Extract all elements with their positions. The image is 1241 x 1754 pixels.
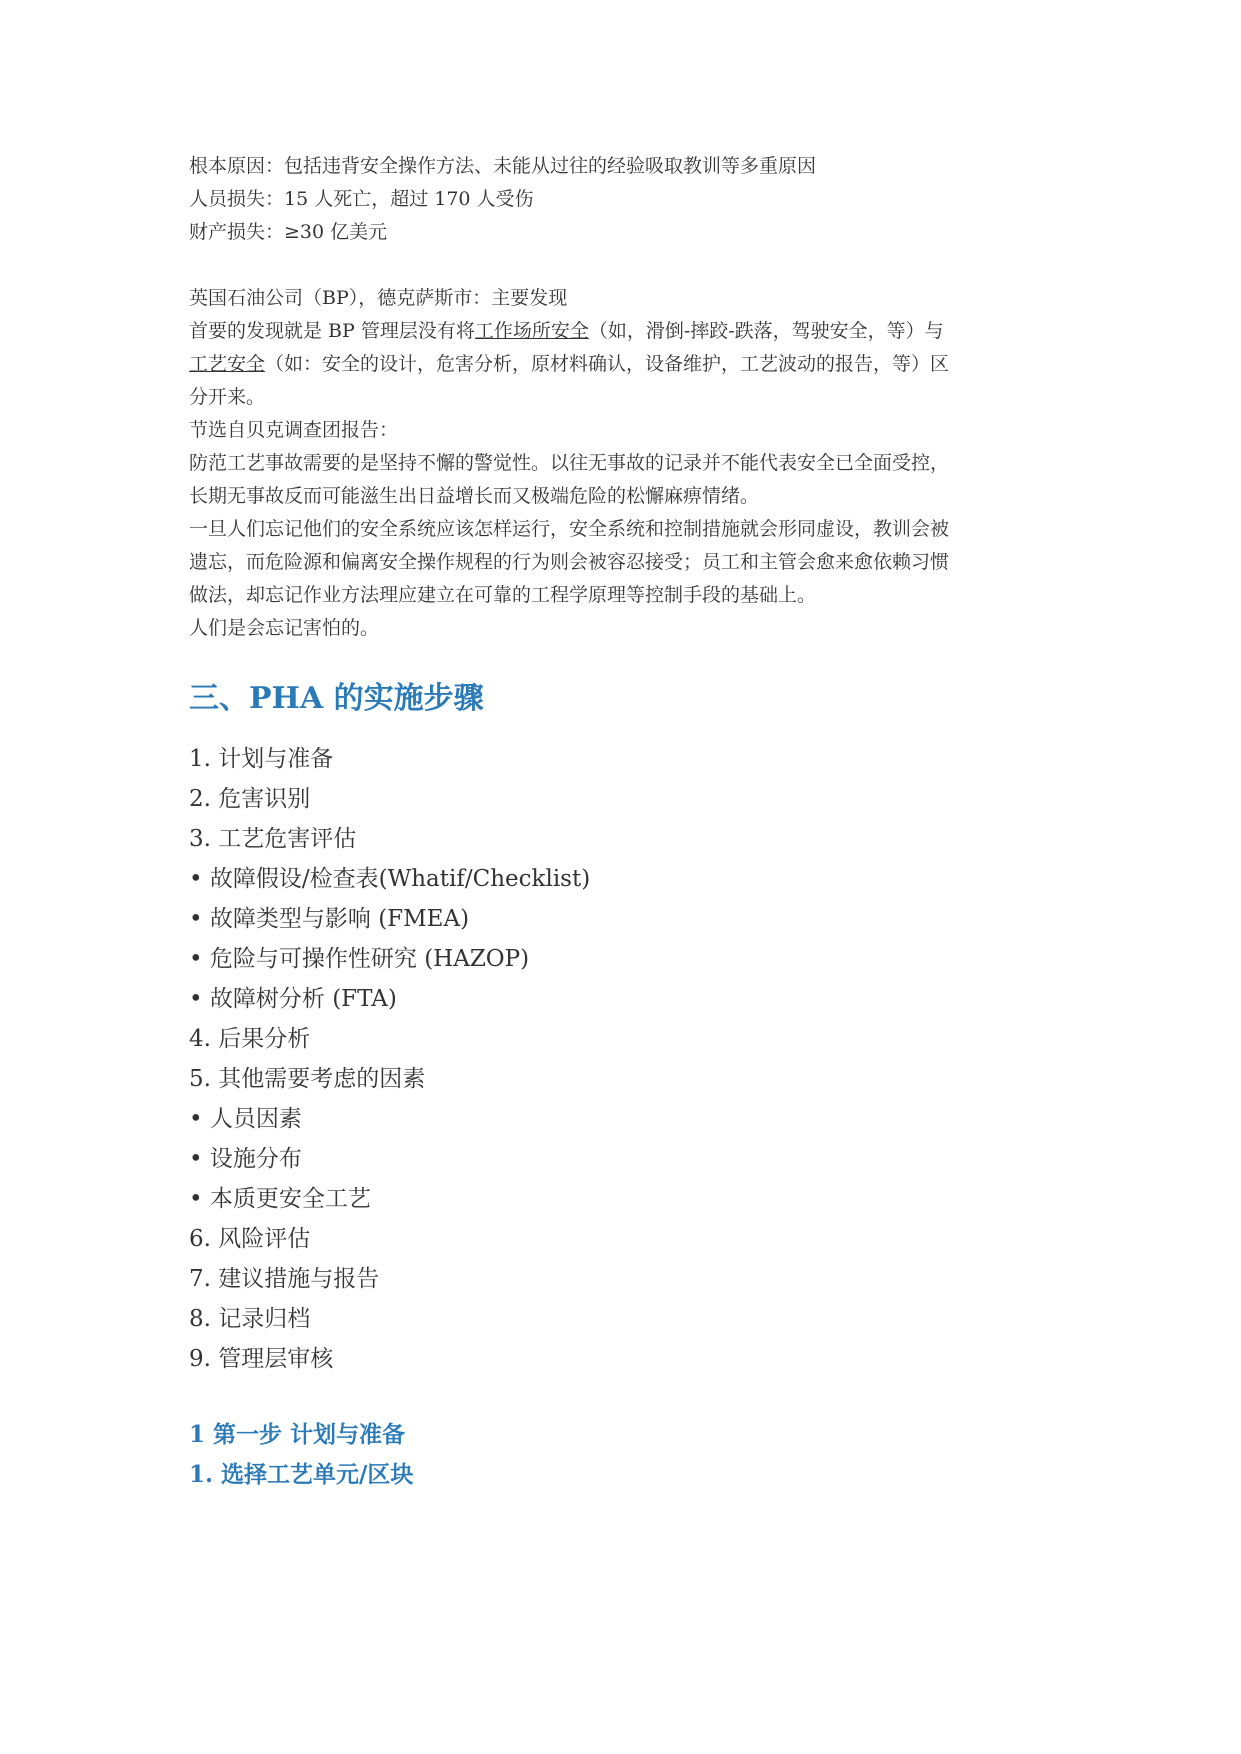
root-cause-line: 根本原因：包括违背安全操作方法、未能从过往的经验吸取教训等多重原因: [189, 155, 817, 177]
bp-finding-line-2: [189, 348, 1069, 381]
bp-heading: 英国石油公司（BP），德克萨斯市：主要发现: [189, 287, 568, 309]
baker-paragraph-3: 人们是会忘记害怕的。: [189, 617, 380, 639]
bp-finding-line-1: [189, 315, 1069, 348]
baker-paragraph-1-line-2: 长期无事故反而可能滋生出日益增长而又极端危险的松懈麻痹情绪。: [189, 485, 760, 507]
steps-list: [189, 739, 1069, 1379]
list-item: • 人员因素: [189, 1106, 302, 1132]
baker-paragraph-2-line-3: 做法，却忘记作业方法理应建立在可靠的工程学原理等控制手段的基础上。: [189, 584, 817, 606]
list-item: • 故障假设/检查表(Whatif/Checklist): [189, 866, 591, 892]
list-item: 5. 其他需要考虑的因素: [189, 1066, 426, 1092]
list-item: 3. 工艺危害评估: [189, 826, 357, 852]
property-loss-line: 财产损失：≥30 亿美元: [189, 221, 388, 243]
list-item: • 本质更安全工艺: [189, 1186, 371, 1212]
step1-title: 1 第一步 计划与准备: [189, 1421, 406, 1448]
list-item: 6. 风险评估: [189, 1226, 311, 1252]
baker-paragraph-2-line-2: 遗忘，而危险源和偏离安全操作规程的行为则会被容忍接受；员工和主管会愈来愈依赖习惯: [189, 551, 950, 573]
paragraph-gap: [189, 249, 1069, 282]
list-item: 9. 管理层审核: [189, 1346, 334, 1372]
list-item: • 设施分布: [189, 1146, 302, 1172]
list-item: • 故障树分析 (FTA): [189, 986, 397, 1012]
bp-finding-text-a: 首要的发现就是 BP 管理层没有将: [189, 320, 475, 342]
bp-finding-line-3: 分开来。: [189, 386, 266, 408]
list-item: 1. 计划与准备: [189, 746, 334, 772]
bp-finding-text-b: （如，滑倒-摔跤-跌落，驾驶安全，等）与: [588, 320, 944, 342]
list-item: 7. 建议措施与报告: [189, 1266, 380, 1292]
step1-item1: 1. 选择工艺单元/区块: [189, 1461, 414, 1488]
bp-finding-text-c: （如：安全的设计，危害分析，原材料确认，设备维护，工艺波动的报告，等）区: [265, 353, 950, 375]
process-safety-term: 工艺安全: [189, 353, 266, 375]
list-item: 4. 后果分析: [189, 1026, 311, 1052]
casualties-line: 人员损失：15 人死亡，超过 170 人受伤: [189, 188, 534, 210]
baker-heading: 节选自贝克调查团报告：: [189, 419, 399, 441]
list-item: 2. 危害识别: [189, 786, 311, 812]
baker-paragraph-1-line-1: 防范工艺事故需要的是坚持不懈的警觉性。以往无事故的记录并不能代表安全已全面受控，: [189, 452, 950, 474]
list-item: • 故障类型与影响 (FMEA): [189, 906, 470, 932]
list-item: 8. 记录归档: [189, 1306, 311, 1332]
baker-paragraph-2-line-1: 一旦人们忘记他们的安全系统应该怎样运行，安全系统和控制措施就会形同虚设，教训会被: [189, 518, 950, 540]
list-item: • 危险与可操作性研究 (HAZOP): [189, 946, 530, 972]
section-title: 三、PHA 的实施步骤: [189, 681, 484, 716]
document-content: [189, 150, 1069, 1495]
workplace-safety-term: 工作场所安全: [474, 320, 589, 342]
